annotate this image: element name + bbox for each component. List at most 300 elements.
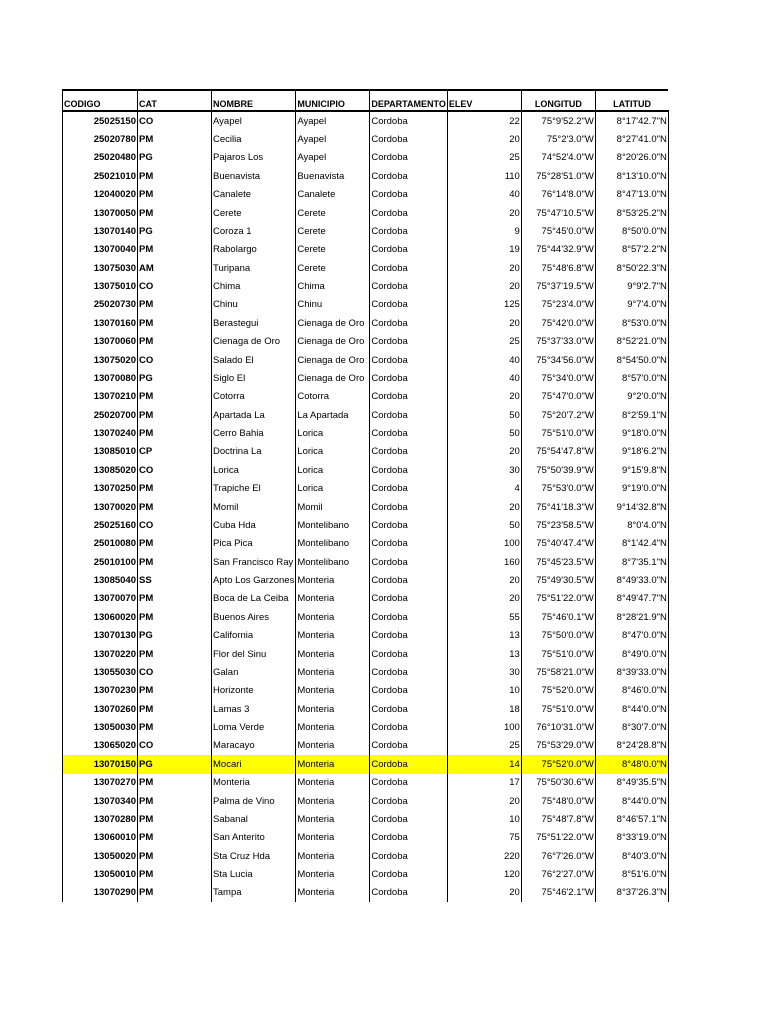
cell-nombre[interactable]: Lorica xyxy=(212,461,296,479)
cell-departamento[interactable]: Cordoba xyxy=(370,884,448,902)
cell-municipio[interactable]: Monteria xyxy=(296,590,370,608)
cell-codigo[interactable]: 13060010 xyxy=(63,829,138,847)
cell-elev[interactable]: 25 xyxy=(447,737,521,755)
cell-municipio[interactable]: Lorica xyxy=(296,461,370,479)
cell-nombre[interactable]: Turipana xyxy=(212,259,296,277)
header-elev[interactable]: ELEV xyxy=(447,90,521,111)
cell-cat[interactable]: PM xyxy=(138,810,212,828)
cell-nombre[interactable]: Pajaros Los xyxy=(212,149,296,167)
table-row[interactable] xyxy=(63,571,669,589)
cell-longitud[interactable]: 75°54'47.8"W xyxy=(521,443,595,461)
cell-departamento[interactable]: Cordoba xyxy=(370,847,448,865)
cell-latitud[interactable]: 8°28'21.9"N xyxy=(595,608,668,626)
cell-nombre[interactable]: Sta Cruz Hda xyxy=(212,847,296,865)
cell-latitud[interactable]: 8°44'0.0"N xyxy=(595,792,668,810)
cell-municipio[interactable]: Lorica xyxy=(296,480,370,498)
cell-cat[interactable]: PM xyxy=(138,829,212,847)
cell-latitud[interactable]: 9°7'4.0"N xyxy=(595,296,668,314)
cell-municipio[interactable]: Cienaga de Oro xyxy=(296,351,370,369)
cell-departamento[interactable]: Cordoba xyxy=(370,718,448,736)
table-row[interactable] xyxy=(63,810,669,828)
cell-elev[interactable]: 20 xyxy=(447,314,521,332)
cell-elev[interactable]: 50 xyxy=(447,516,521,534)
cell-latitud[interactable]: 8°7'35.1"N xyxy=(595,553,668,571)
cell-departamento[interactable]: Cordoba xyxy=(370,590,448,608)
cell-cat[interactable]: PM xyxy=(138,590,212,608)
cell-elev[interactable]: 20 xyxy=(447,792,521,810)
cell-departamento[interactable]: Cordoba xyxy=(370,480,448,498)
cell-latitud[interactable]: 8°49'0.0"N xyxy=(595,645,668,663)
cell-municipio[interactable]: Canalete xyxy=(296,186,370,204)
cell-municipio[interactable]: Monteria xyxy=(296,645,370,663)
cell-latitud[interactable]: 9°18'0.0"N xyxy=(595,424,668,442)
cell-latitud[interactable]: 8°53'25.2"N xyxy=(595,204,668,222)
table-row[interactable] xyxy=(63,167,669,185)
table-row[interactable] xyxy=(63,369,669,387)
cell-nombre[interactable]: Loma Verde xyxy=(212,718,296,736)
table-row[interactable] xyxy=(63,333,669,351)
cell-codigo[interactable]: 13070060 xyxy=(63,333,138,351)
cell-nombre[interactable]: Boca de La Ceiba xyxy=(212,590,296,608)
cell-cat[interactable]: CO xyxy=(138,461,212,479)
cell-latitud[interactable]: 9°19'0.0"N xyxy=(595,480,668,498)
cell-elev[interactable]: 20 xyxy=(447,388,521,406)
cell-cat[interactable]: PM xyxy=(138,406,212,424)
table-row[interactable] xyxy=(63,847,669,865)
cell-elev[interactable]: 18 xyxy=(447,700,521,718)
cell-departamento[interactable]: Cordoba xyxy=(370,498,448,516)
cell-codigo[interactable]: 13070340 xyxy=(63,792,138,810)
cell-codigo[interactable]: 13075020 xyxy=(63,351,138,369)
cell-municipio[interactable]: Monteria xyxy=(296,682,370,700)
cell-longitud[interactable]: 75°45'23.5"W xyxy=(521,553,595,571)
cell-elev[interactable]: 125 xyxy=(447,296,521,314)
cell-departamento[interactable]: Cordoba xyxy=(370,259,448,277)
cell-longitud[interactable]: 74°52'4.0"W xyxy=(521,149,595,167)
cell-nombre[interactable]: Apto Los Garzones xyxy=(212,571,296,589)
cell-departamento[interactable]: Cordoba xyxy=(370,277,448,295)
cell-departamento[interactable]: Cordoba xyxy=(370,571,448,589)
cell-longitud[interactable]: 75°50'39.9"W xyxy=(521,461,595,479)
cell-latitud[interactable]: 9°14'32.8"N xyxy=(595,498,668,516)
cell-longitud[interactable]: 75°45'0.0"W xyxy=(521,222,595,240)
cell-codigo[interactable]: 13070020 xyxy=(63,498,138,516)
cell-nombre[interactable]: Chinu xyxy=(212,296,296,314)
cell-latitud[interactable]: 8°37'26.3"N xyxy=(595,884,668,902)
table-row[interactable] xyxy=(63,700,669,718)
table-row[interactable] xyxy=(63,792,669,810)
cell-elev[interactable]: 50 xyxy=(447,406,521,424)
cell-municipio[interactable]: Cerete xyxy=(296,222,370,240)
cell-codigo[interactable]: 25010080 xyxy=(63,535,138,553)
cell-nombre[interactable]: Trapiche El xyxy=(212,480,296,498)
table-row[interactable] xyxy=(63,480,669,498)
cell-longitud[interactable]: 75°52'0.0"W xyxy=(521,755,595,773)
cell-municipio[interactable]: Monteria xyxy=(296,884,370,902)
cell-codigo[interactable]: 13070280 xyxy=(63,810,138,828)
cell-departamento[interactable]: Cordoba xyxy=(370,369,448,387)
cell-departamento[interactable]: Cordoba xyxy=(370,443,448,461)
cell-elev[interactable]: 120 xyxy=(447,865,521,883)
cell-latitud[interactable]: 8°24'28.8"N xyxy=(595,737,668,755)
cell-cat[interactable]: PM xyxy=(138,333,212,351)
cell-nombre[interactable]: Maracayo xyxy=(212,737,296,755)
table-row[interactable] xyxy=(63,774,669,792)
cell-longitud[interactable]: 75°48'7.8"W xyxy=(521,810,595,828)
cell-municipio[interactable]: Monteria xyxy=(296,608,370,626)
cell-municipio[interactable]: Monteria xyxy=(296,571,370,589)
cell-municipio[interactable]: Cerete xyxy=(296,259,370,277)
cell-municipio[interactable]: Cienaga de Oro xyxy=(296,314,370,332)
cell-codigo[interactable]: 13085010 xyxy=(63,443,138,461)
cell-elev[interactable]: 220 xyxy=(447,847,521,865)
cell-latitud[interactable]: 8°50'0.0"N xyxy=(595,222,668,240)
cell-municipio[interactable]: Monteria xyxy=(296,700,370,718)
cell-longitud[interactable]: 75°58'21.0"W xyxy=(521,663,595,681)
table-row[interactable] xyxy=(63,204,669,222)
cell-longitud[interactable]: 76°10'31.0"W xyxy=(521,718,595,736)
cell-nombre[interactable]: California xyxy=(212,627,296,645)
cell-nombre[interactable]: Cotorra xyxy=(212,388,296,406)
cell-elev[interactable]: 20 xyxy=(447,204,521,222)
cell-nombre[interactable]: Cerro Bahia xyxy=(212,424,296,442)
cell-departamento[interactable]: Cordoba xyxy=(370,553,448,571)
cell-elev[interactable]: 25 xyxy=(447,149,521,167)
cell-longitud[interactable]: 75°48'0.0"W xyxy=(521,792,595,810)
cell-latitud[interactable]: 8°53'0.0"N xyxy=(595,314,668,332)
cell-departamento[interactable]: Cordoba xyxy=(370,682,448,700)
cell-elev[interactable]: 19 xyxy=(447,241,521,259)
cell-latitud[interactable]: 8°40'3.0"N xyxy=(595,847,668,865)
header-cat[interactable]: CAT xyxy=(138,90,212,111)
cell-longitud[interactable]: 75°53'29.0"W xyxy=(521,737,595,755)
cell-nombre[interactable]: Siglo El xyxy=(212,369,296,387)
header-codigo[interactable]: CODIGO xyxy=(63,90,138,111)
cell-departamento[interactable]: Cordoba xyxy=(370,516,448,534)
cell-nombre[interactable]: Doctrina La xyxy=(212,443,296,461)
table-row[interactable] xyxy=(63,645,669,663)
table-row[interactable] xyxy=(63,130,669,148)
cell-latitud[interactable]: 8°50'22.3"N xyxy=(595,259,668,277)
cell-codigo[interactable]: 25020780 xyxy=(63,130,138,148)
cell-codigo[interactable]: 25021010 xyxy=(63,167,138,185)
cell-elev[interactable]: 100 xyxy=(447,718,521,736)
cell-latitud[interactable]: 8°46'0.0"N xyxy=(595,682,668,700)
table-row[interactable] xyxy=(63,682,669,700)
table-row[interactable] xyxy=(63,590,669,608)
cell-elev[interactable]: 20 xyxy=(447,571,521,589)
cell-nombre[interactable]: Momil xyxy=(212,498,296,516)
cell-municipio[interactable]: Monteria xyxy=(296,847,370,865)
cell-latitud[interactable]: 8°33'19.0"N xyxy=(595,829,668,847)
table-row[interactable] xyxy=(63,884,669,902)
cell-elev[interactable]: 20 xyxy=(447,130,521,148)
cell-departamento[interactable]: Cordoba xyxy=(370,314,448,332)
cell-codigo[interactable]: 13075030 xyxy=(63,259,138,277)
cell-elev[interactable]: 22 xyxy=(447,111,521,130)
cell-longitud[interactable]: 75°51'0.0"W xyxy=(521,700,595,718)
cell-cat[interactable]: PM xyxy=(138,682,212,700)
cell-departamento[interactable]: Cordoba xyxy=(370,737,448,755)
cell-longitud[interactable]: 75°46'2.1"W xyxy=(521,884,595,902)
cell-cat[interactable]: PG xyxy=(138,222,212,240)
cell-cat[interactable]: PM xyxy=(138,553,212,571)
table-row[interactable] xyxy=(63,553,669,571)
cell-departamento[interactable]: Cordoba xyxy=(370,645,448,663)
cell-elev[interactable]: 20 xyxy=(447,277,521,295)
cell-latitud[interactable]: 9°9'2.7"N xyxy=(595,277,668,295)
cell-departamento[interactable]: Cordoba xyxy=(370,608,448,626)
cell-longitud[interactable]: 75°37'19.5"W xyxy=(521,277,595,295)
cell-elev[interactable]: 20 xyxy=(447,259,521,277)
cell-codigo[interactable]: 13070130 xyxy=(63,627,138,645)
cell-elev[interactable]: 20 xyxy=(447,884,521,902)
cell-latitud[interactable]: 8°47'0.0"N xyxy=(595,627,668,645)
table-row[interactable] xyxy=(63,149,669,167)
cell-cat[interactable]: PM xyxy=(138,700,212,718)
table-row[interactable] xyxy=(63,443,669,461)
table-row[interactable] xyxy=(63,865,669,883)
cell-longitud[interactable]: 75°28'51.0"W xyxy=(521,167,595,185)
cell-longitud[interactable]: 75°23'58.5"W xyxy=(521,516,595,534)
cell-codigo[interactable]: 13085040 xyxy=(63,571,138,589)
cell-municipio[interactable]: Monteria xyxy=(296,774,370,792)
cell-municipio[interactable]: Monteria xyxy=(296,663,370,681)
cell-codigo[interactable]: 13070220 xyxy=(63,645,138,663)
cell-municipio[interactable]: Ayapel xyxy=(296,149,370,167)
cell-cat[interactable]: PM xyxy=(138,241,212,259)
cell-nombre[interactable]: Galan xyxy=(212,663,296,681)
cell-cat[interactable]: PG xyxy=(138,755,212,773)
cell-departamento[interactable]: Cordoba xyxy=(370,351,448,369)
header-municipio[interactable]: MUNICIPIO xyxy=(296,90,370,111)
cell-municipio[interactable]: Ayapel xyxy=(296,130,370,148)
cell-municipio[interactable]: Lorica xyxy=(296,424,370,442)
cell-departamento[interactable]: Cordoba xyxy=(370,535,448,553)
cell-departamento[interactable]: Cordoba xyxy=(370,424,448,442)
cell-elev[interactable]: 20 xyxy=(447,498,521,516)
cell-cat[interactable]: PM xyxy=(138,884,212,902)
cell-codigo[interactable]: 13050030 xyxy=(63,718,138,736)
cell-nombre[interactable]: Apartada La xyxy=(212,406,296,424)
cell-latitud[interactable]: 8°49'33.0"N xyxy=(595,571,668,589)
cell-latitud[interactable]: 8°30'7.0"N xyxy=(595,718,668,736)
cell-municipio[interactable]: Montelibano xyxy=(296,516,370,534)
cell-departamento[interactable]: Cordoba xyxy=(370,627,448,645)
cell-longitud[interactable]: 75°47'10.5"W xyxy=(521,204,595,222)
cell-cat[interactable]: PM xyxy=(138,718,212,736)
cell-cat[interactable]: PG xyxy=(138,149,212,167)
cell-codigo[interactable]: 13070040 xyxy=(63,241,138,259)
table-row[interactable] xyxy=(63,498,669,516)
cell-cat[interactable]: PM xyxy=(138,774,212,792)
table-row[interactable] xyxy=(63,737,669,755)
cell-departamento[interactable]: Cordoba xyxy=(370,663,448,681)
cell-cat[interactable]: PM xyxy=(138,480,212,498)
cell-nombre[interactable]: Salado El xyxy=(212,351,296,369)
cell-nombre[interactable]: Chima xyxy=(212,277,296,295)
cell-departamento[interactable]: Cordoba xyxy=(370,700,448,718)
cell-departamento[interactable]: Cordoba xyxy=(370,296,448,314)
cell-elev[interactable]: 20 xyxy=(447,443,521,461)
cell-nombre[interactable]: Buenos Aires xyxy=(212,608,296,626)
cell-latitud[interactable]: 8°27'41.0"N xyxy=(595,130,668,148)
cell-latitud[interactable]: 8°47'13.0"N xyxy=(595,186,668,204)
cell-departamento[interactable]: Cordoba xyxy=(370,829,448,847)
cell-nombre[interactable]: Canalete xyxy=(212,186,296,204)
cell-latitud[interactable]: 9°15'9.8"N xyxy=(595,461,668,479)
cell-cat[interactable]: PM xyxy=(138,792,212,810)
cell-nombre[interactable]: Rabolargo xyxy=(212,241,296,259)
cell-longitud[interactable]: 75°23'4.0"W xyxy=(521,296,595,314)
cell-longitud[interactable]: 75°2'3.0"W xyxy=(521,130,595,148)
cell-municipio[interactable]: Cerete xyxy=(296,204,370,222)
cell-municipio[interactable]: Monteria xyxy=(296,810,370,828)
cell-departamento[interactable]: Cordoba xyxy=(370,333,448,351)
cell-cat[interactable]: AM xyxy=(138,259,212,277)
cell-cat[interactable]: PM xyxy=(138,167,212,185)
cell-longitud[interactable]: 75°44'32.9"W xyxy=(521,241,595,259)
cell-elev[interactable]: 110 xyxy=(447,167,521,185)
cell-longitud[interactable]: 75°51'22.0"W xyxy=(521,829,595,847)
cell-cat[interactable]: PM xyxy=(138,424,212,442)
header-nombre[interactable]: NOMBRE xyxy=(212,90,296,111)
cell-longitud[interactable]: 76°7'26.0"W xyxy=(521,847,595,865)
cell-nombre[interactable]: Mocari xyxy=(212,755,296,773)
cell-elev[interactable]: 40 xyxy=(447,369,521,387)
cell-departamento[interactable]: Cordoba xyxy=(370,186,448,204)
cell-codigo[interactable]: 13070140 xyxy=(63,222,138,240)
cell-codigo[interactable]: 13070210 xyxy=(63,388,138,406)
cell-cat[interactable]: CO xyxy=(138,737,212,755)
cell-elev[interactable]: 4 xyxy=(447,480,521,498)
cell-longitud[interactable]: 75°52'0.0"W xyxy=(521,682,595,700)
cell-nombre[interactable]: Cecilia xyxy=(212,130,296,148)
cell-cat[interactable]: PM xyxy=(138,847,212,865)
cell-cat[interactable]: PG xyxy=(138,627,212,645)
cell-latitud[interactable]: 8°57'0.0"N xyxy=(595,369,668,387)
cell-municipio[interactable]: Cienaga de Oro xyxy=(296,369,370,387)
cell-departamento[interactable]: Cordoba xyxy=(370,222,448,240)
cell-departamento[interactable]: Cordoba xyxy=(370,167,448,185)
cell-cat[interactable]: SS xyxy=(138,571,212,589)
cell-municipio[interactable]: Monteria xyxy=(296,829,370,847)
cell-latitud[interactable]: 8°49'35.5"N xyxy=(595,774,668,792)
cell-codigo[interactable]: 25025160 xyxy=(63,516,138,534)
table-row[interactable] xyxy=(63,296,669,314)
cell-municipio[interactable]: Monteria xyxy=(296,755,370,773)
cell-latitud[interactable]: 8°39'33.0"N xyxy=(595,663,668,681)
cell-longitud[interactable]: 76°14'8.0"W xyxy=(521,186,595,204)
cell-nombre[interactable]: Coroza 1 xyxy=(212,222,296,240)
table-row[interactable] xyxy=(63,351,669,369)
cell-departamento[interactable]: Cordoba xyxy=(370,865,448,883)
cell-departamento[interactable]: Cordoba xyxy=(370,204,448,222)
cell-latitud[interactable]: 8°57'2.2"N xyxy=(595,241,668,259)
cell-codigo[interactable]: 13070240 xyxy=(63,424,138,442)
cell-cat[interactable]: PM xyxy=(138,388,212,406)
cell-municipio[interactable]: La Apartada xyxy=(296,406,370,424)
cell-municipio[interactable]: Momil xyxy=(296,498,370,516)
cell-longitud[interactable]: 75°51'0.0"W xyxy=(521,645,595,663)
cell-nombre[interactable]: Buenavista xyxy=(212,167,296,185)
cell-elev[interactable]: 25 xyxy=(447,333,521,351)
cell-nombre[interactable]: Monteria xyxy=(212,774,296,792)
table-row[interactable] xyxy=(63,663,669,681)
cell-codigo[interactable]: 13050020 xyxy=(63,847,138,865)
cell-longitud[interactable]: 75°40'47.4"W xyxy=(521,535,595,553)
cell-municipio[interactable]: Cienaga de Oro xyxy=(296,333,370,351)
cell-codigo[interactable]: 13070290 xyxy=(63,884,138,902)
cell-elev[interactable]: 10 xyxy=(447,810,521,828)
cell-codigo[interactable]: 13070160 xyxy=(63,314,138,332)
cell-nombre[interactable]: Tampa xyxy=(212,884,296,902)
cell-codigo[interactable]: 13070050 xyxy=(63,204,138,222)
cell-departamento[interactable]: Cordoba xyxy=(370,241,448,259)
cell-nombre[interactable]: Cuba Hda xyxy=(212,516,296,534)
cell-nombre[interactable]: Lamas 3 xyxy=(212,700,296,718)
cell-departamento[interactable]: Cordoba xyxy=(370,792,448,810)
cell-cat[interactable]: PM xyxy=(138,645,212,663)
cell-codigo[interactable]: 13070150 xyxy=(63,755,138,773)
cell-nombre[interactable]: Horizonte xyxy=(212,682,296,700)
cell-cat[interactable]: CP xyxy=(138,443,212,461)
cell-codigo[interactable]: 25020730 xyxy=(63,296,138,314)
cell-cat[interactable]: PM xyxy=(138,608,212,626)
cell-elev[interactable]: 100 xyxy=(447,535,521,553)
cell-longitud[interactable]: 75°34'0.0"W xyxy=(521,369,595,387)
cell-codigo[interactable]: 13070230 xyxy=(63,682,138,700)
cell-latitud[interactable]: 8°48'0.0"N xyxy=(595,755,668,773)
cell-municipio[interactable]: Monteria xyxy=(296,737,370,755)
cell-cat[interactable]: PM xyxy=(138,204,212,222)
cell-municipio[interactable]: Cotorra xyxy=(296,388,370,406)
table-row[interactable] xyxy=(63,406,669,424)
cell-latitud[interactable]: 8°51'6.0"N xyxy=(595,865,668,883)
cell-codigo[interactable]: 25020700 xyxy=(63,406,138,424)
cell-codigo[interactable]: 13085020 xyxy=(63,461,138,479)
cell-latitud[interactable]: 8°49'47.7"N xyxy=(595,590,668,608)
cell-codigo[interactable]: 13070270 xyxy=(63,774,138,792)
cell-longitud[interactable]: 75°47'0.0"W xyxy=(521,388,595,406)
cell-cat[interactable]: CO xyxy=(138,277,212,295)
cell-municipio[interactable]: Monteria xyxy=(296,865,370,883)
cell-latitud[interactable]: 8°2'59.1"N xyxy=(595,406,668,424)
cell-municipio[interactable]: Buenavista xyxy=(296,167,370,185)
cell-latitud[interactable]: 8°44'0.0"N xyxy=(595,700,668,718)
cell-elev[interactable]: 17 xyxy=(447,774,521,792)
cell-nombre[interactable]: Ayapel xyxy=(212,111,296,130)
cell-longitud[interactable]: 75°34'56.0"W xyxy=(521,351,595,369)
cell-latitud[interactable]: 8°52'21.0"N xyxy=(595,333,668,351)
cell-cat[interactable]: PM xyxy=(138,865,212,883)
cell-codigo[interactable]: 13050010 xyxy=(63,865,138,883)
cell-cat[interactable]: PM xyxy=(138,130,212,148)
cell-nombre[interactable]: Flor del Sinu xyxy=(212,645,296,663)
cell-departamento[interactable]: Cordoba xyxy=(370,755,448,773)
table-row[interactable] xyxy=(63,829,669,847)
cell-latitud[interactable]: 9°2'0.0"N xyxy=(595,388,668,406)
cell-longitud[interactable]: 75°53'0.0"W xyxy=(521,480,595,498)
table-row-selected[interactable] xyxy=(63,755,669,773)
cell-elev[interactable]: 50 xyxy=(447,424,521,442)
cell-codigo[interactable]: 13070070 xyxy=(63,590,138,608)
table-row[interactable] xyxy=(63,516,669,534)
cell-departamento[interactable]: Cordoba xyxy=(370,810,448,828)
cell-elev[interactable]: 9 xyxy=(447,222,521,240)
cell-latitud[interactable]: 8°20'26.0"N xyxy=(595,149,668,167)
cell-elev[interactable]: 40 xyxy=(447,186,521,204)
